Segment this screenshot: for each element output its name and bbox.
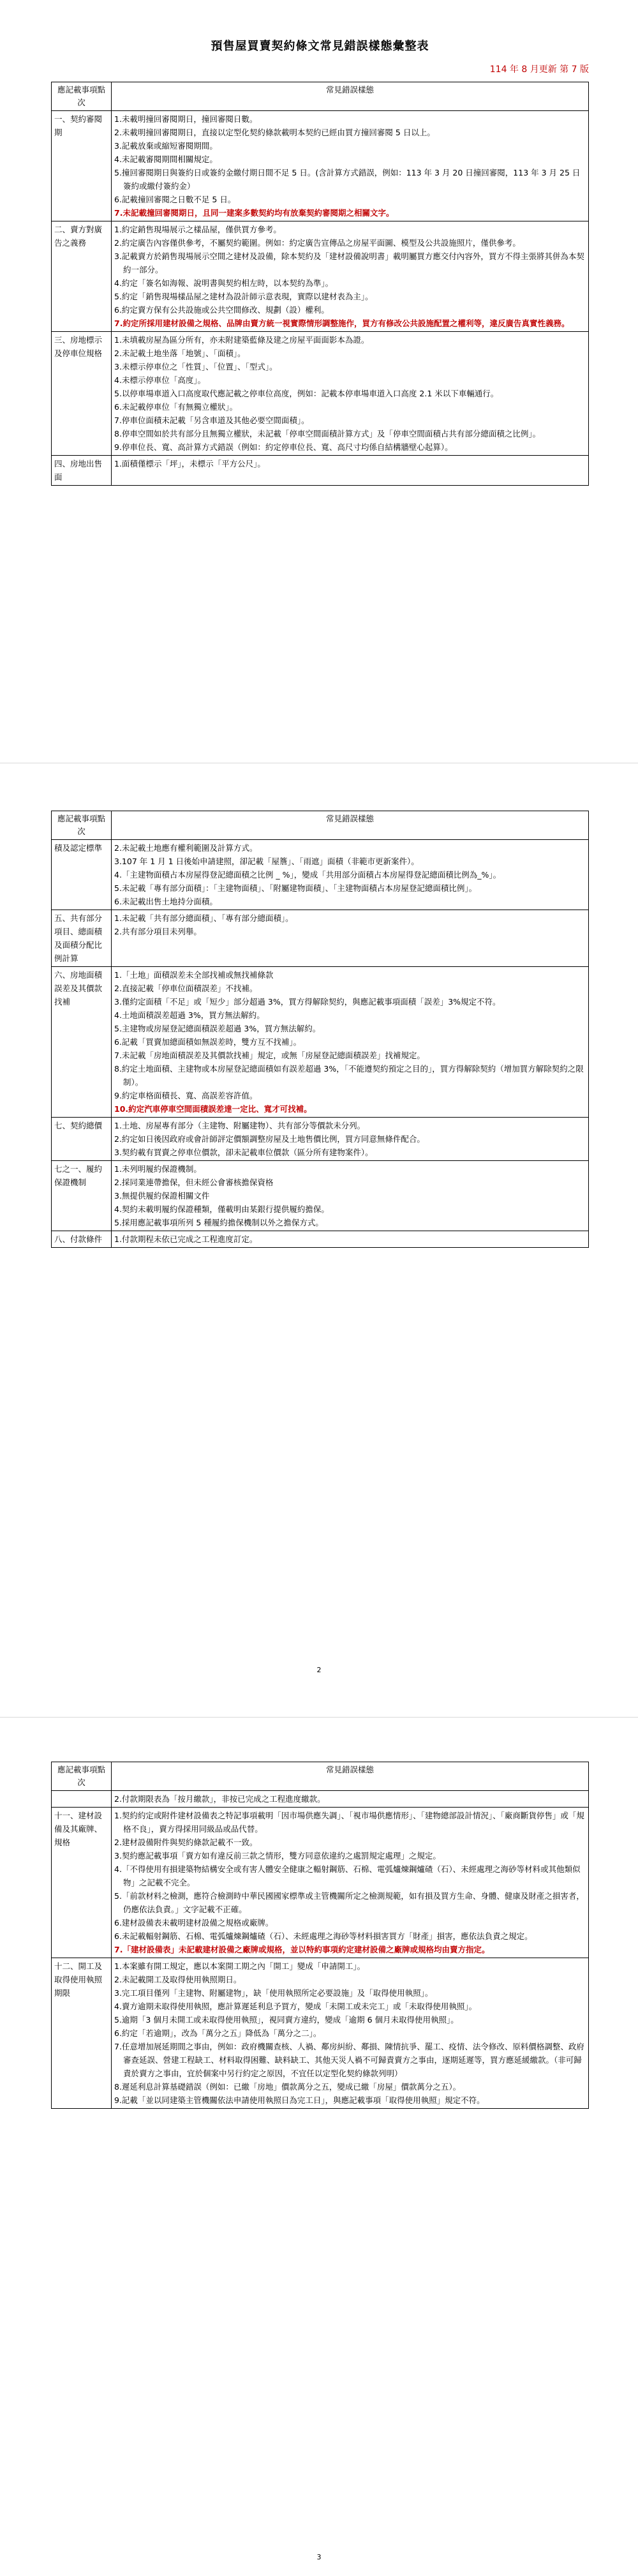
item-category	[52, 1791, 112, 1808]
table-header	[52, 811, 589, 840]
error-list	[114, 112, 586, 220]
error-item: 5.「前款材料之檢測，應符合檢測時中華民國國家標準或主管機關所定之檢測規範，如有損及買方生命、身體、健康及財產之損害者，仍應依法負責。」文字記載不正確。	[114, 1891, 584, 1914]
error-item: 1.面積僅標示「坪」，未標示「平方公尺」。	[114, 459, 265, 468]
error-pattern-cell	[112, 1791, 589, 1808]
error-item: 4.「不得使用有損建築物結構安全或有害人體安全健康之輻射鋼筋、石棉、電弧爐煉鋼爐碴（石）、未經處理之海砂等材料或其他類似物」之記載不完全。	[114, 1864, 581, 1887]
error-item: 1.未填載房屋為區分所有，亦未附建築藍條及建之房屋平面面影本為證。	[114, 335, 369, 345]
error-item: 3.完工項目僅列「主建物、附屬建物」，缺「使用執照所定必要設施」及「取得使用執照」。	[114, 1988, 433, 1998]
error-list	[114, 1119, 586, 1159]
error-pattern-cell	[112, 967, 589, 1118]
error-item: 5.未記載「專有部分面積」：「主建物面積」、「附屬建物面積」、「主建物面積占本房屋登記總面積比例」。	[114, 883, 477, 893]
error-pattern-cell	[112, 456, 589, 486]
error-list	[114, 457, 586, 470]
error-item: 6.約定「若逾期」，改為「萬分之五」降低為「萬分之二」。	[114, 2028, 322, 2038]
error-item: 6.約定賣方保有公共設施或公共空間修改、規劃（設）權利。	[114, 305, 329, 315]
table-row	[52, 910, 589, 967]
error-item: 2.付款期限表為「按月繳款」，非按已完成之工程進度繳款。	[114, 1794, 325, 1804]
error-item: 1.本案雖有開工規定，應以本案開工期之內「開工」變成「申請開工」。	[114, 1961, 366, 1971]
error-item: 3.未標示停車位之「性質」、「位置」、「型式」。	[114, 362, 278, 371]
error-item: 3.契約應記載事項「賣方如有違反前三款之情形，雙方同意依違約之處罰規定處理」之規定。	[114, 1851, 441, 1861]
page-number: 3	[316, 2553, 322, 2561]
item-category: 十一、建材設備及其廠牌、規格	[52, 1808, 112, 1958]
error-item: 1.未記載「共有部分總面積」、「專有部分總面積」。	[114, 913, 293, 923]
error-item: 2.建材設備附件與契約條款記載不一致。	[114, 1838, 258, 1847]
item-category: 十二、開工及取得使用執照期限	[52, 1958, 112, 2109]
error-pattern-cell	[112, 1808, 589, 1958]
error-item: 2.採同業連帶擔保，但未經公會審核擔保資格	[114, 1178, 274, 1187]
error-item: 1.未載明撞回審閱期日，撞回審閱日數。	[114, 114, 258, 124]
error-item: 8.停車空間如於共有部分且無獨立權狀，未記載「停車空間面積計算方式」及「停車空間面積占共有部分總面積之比例」。	[114, 429, 541, 438]
version-note: 114 年 8 月更新 第 7 版	[489, 64, 589, 75]
error-item: 4.契約未載明履約保證種類，僅載明由某銀行提供履約擔保。	[114, 1204, 329, 1214]
error-item: 2.共有部分項目未列舉。	[114, 927, 202, 936]
error-item: 1.約定銷售現場展示之樣品屋，僅供買方參考。	[114, 225, 281, 234]
highlighted-error-item: 7.約定所採用建材設備之規格、品牌由賣方統一視實際情形調整施作，買方有修改公共設施配置之權利等，違反廣告真實性義務。	[114, 318, 570, 328]
error-item: 8.遲延利息計算基礎錯誤（例如：已繳「房地」價款萬分之五，變成已繳「房屋」價款萬分之五）。	[114, 2082, 461, 2092]
table-body	[52, 840, 589, 1248]
item-category: 五、共有部分項目、總面積及面積分配比例計算	[52, 910, 112, 967]
error-pattern-cell	[112, 1118, 589, 1161]
error-item: 5.逾期「3 個月未開工或未取得使用執照」，視同賣方違約，變成「逾期 6 個月未取得使用執照」。	[114, 2015, 459, 2025]
error-item: 5.撞回審閱期日與簽約日或簽約金繳付期日間不足 5 日。(含計算方式錯誤，例如：113 年 3 月 20 日撞回審閱，113 年 3 月 25 日簽約或繳付簽約金）	[114, 168, 581, 191]
table-row	[52, 1161, 589, 1231]
highlighted-error-item: 7.未記載撞回審閱期日，且同一建案多數契約均有放棄契約審閱期之相關文字。	[114, 208, 394, 218]
table-row	[52, 1231, 589, 1248]
error-item: 8.約定土地面積、主建物或本房屋登記總面積如有誤差超過 3%，「不能遵契約預定之目的」，買方得解除契約（增加買方解除契約之限制）。	[114, 1064, 584, 1087]
error-item: 3.無提供履約保證相關文件	[114, 1191, 210, 1201]
header-item-number: 應記載事項點次	[52, 82, 112, 111]
table-header	[52, 82, 589, 111]
error-item: 1.付款期程未依已完成之工程進度訂定。	[114, 1234, 258, 1244]
error-item: 9.記載「並以同建築主管機關依法申請使用執照日為完工日」，與應記載事項「取得使用執照」規定不符。	[114, 2095, 485, 2105]
error-list	[114, 968, 586, 1116]
error-item: 2.直接記載「停車位面積誤差」不找補。	[114, 984, 258, 993]
error-item: 6.未記載停車位「有無獨立權狀」。	[114, 402, 238, 412]
error-item: 1.契約約定或附件建材設備表之特記事項載明「因市場供應失調」、「視市場供應情形」、「建物總部設計情況」、「廠商斷貨停售」或「規格不良」，賣方得採用同級品或品代替。	[114, 1811, 584, 1834]
item-category: 七、契約總價	[52, 1118, 112, 1161]
item-category: 積及認定標準	[52, 840, 112, 910]
table-row	[52, 1118, 589, 1161]
table-body	[52, 111, 589, 486]
header-item-number: 應記載事項點次	[52, 1762, 112, 1791]
error-item: 1.土地、房屋專有部分（主建物、附屬建物）、共有部分等價款未分列。	[114, 1121, 366, 1130]
error-item: 4.約定「簽名如海報、說明書與契約相左時，以本契約為準」。	[114, 278, 334, 288]
error-item: 2.未記載開工及取得使用執照期日。	[114, 1975, 242, 1984]
error-item: 2.未記載土地坐落「地號」、「面積」。	[114, 348, 246, 358]
error-item: 4.未標示停車位「高度」。	[114, 375, 206, 385]
error-pattern-cell	[112, 1231, 589, 1248]
error-item: 9.停車位長、寬、高計算方式錯誤（例如：約定停車位長、寬、高尺寸均係自結構牆壁心起算）。	[114, 442, 453, 452]
error-pattern-cell	[112, 840, 589, 910]
highlighted-error-item: 10.約定汽車停車空間面積誤差達一定比、寬才可找補。	[114, 1104, 312, 1114]
page-1	[0, 0, 638, 737]
error-item: 6.記載撞回審閱之日數不足 5 日。	[114, 195, 236, 204]
error-item: 7.停車位面積未記載「另含車道及其他必要空間面積」。	[114, 416, 309, 425]
header-error-pattern: 常見錯誤樣態	[112, 811, 589, 840]
error-item: 5.約定「銷售現場樣品屋之建材為設計師示意表現，實際以建材表為主」。	[114, 292, 373, 301]
table-row	[52, 1791, 589, 1808]
error-item: 3.僅約定面積「不足」或「短少」部分超過 3%，買方得解除契約，與應記載事項面積「誤差」3%規定不符。	[114, 997, 501, 1007]
error-item: 6.未記載出售土地持分面積。	[114, 897, 218, 906]
error-item: 6.未記載輻射鋼筋、石棉、電弧爐煉鋼爐碴（石）、未經處理之海砂等材料損害買方「財產」損害，應依法負責之規定。	[114, 1931, 533, 1941]
error-table-page-3	[51, 1762, 589, 2109]
error-list	[114, 1809, 586, 1956]
error-item: 1.未列明履約保證機制。	[114, 1164, 202, 1174]
table-row	[52, 456, 589, 486]
error-pattern-cell	[112, 221, 589, 332]
error-item: 6.記載「買賣加總面積如無誤差時，雙方互不找補」。	[114, 1037, 302, 1047]
error-item: 2.約定如日後因政府或會計師評定價額調整房屋及土地售價比例，買方同意無條件配合。	[114, 1134, 425, 1144]
table-row	[52, 332, 589, 456]
page-3	[0, 1723, 638, 2576]
document-title: 預售屋買賣契約條文常見錯誤樣態彙整表	[211, 40, 429, 53]
header-item-number: 應記載事項點次	[52, 811, 112, 840]
error-item: 5.採用應記載事項所列 5 種履約擔保機制以外之擔保方式。	[114, 1218, 323, 1227]
page-number: 2	[316, 1666, 322, 1674]
table-body	[52, 1791, 589, 2109]
error-item: 4.賣方逾期未取得使用執照，應計算遲延利息予買方，變成「未開工或未完工」或「未取得使用執照」。	[114, 2002, 477, 2011]
error-item: 2.未記載土地應有權利範圍及計算方式。	[114, 843, 258, 853]
error-list	[114, 1792, 586, 1806]
table-row	[52, 111, 589, 221]
error-item: 1.「土地」面積誤差未全部找補或無找補條款	[114, 970, 274, 980]
highlighted-error-item: 7.「建材設備表」未記載建材設備之廠牌或規格，並以特約事項約定建材設備之廠牌或規格均由賣方指定。	[114, 1945, 490, 1954]
error-pattern-cell	[112, 111, 589, 221]
error-pattern-cell	[112, 910, 589, 967]
error-list	[114, 1162, 586, 1229]
item-category: 一、契約審閱期	[52, 111, 112, 221]
error-list	[114, 223, 586, 330]
error-item: 4.土地面積誤差超過 3%，買方無法解約。	[114, 1010, 265, 1020]
error-item: 2.約定廣告內容僅供參考，不屬契約範圍。例如：約定廣告宣傳品之房屋平面圖、模型及公共設施照片，僅供參考。	[114, 238, 521, 248]
table-row	[52, 221, 589, 332]
error-item: 7.未記載「房地面積誤差及其價款找補」規定，或無「房屋登記總面積誤差」找補規定。	[114, 1051, 425, 1060]
error-item: 7.任意增加展延期間之事由，例如：政府機關查核、人禍、鄰房糾紛、鄰損、陳情抗爭、罷工、疫情、法令修改、原料價格調整、政府審查延誤、營建工程缺工、材料取得困難、缺料缺工、其他天災人禍不可歸責賣方之事由，逐期延遲等，買方應延緩繳款。（非可歸責於賣方之事由，宜於個案中另行約定之原因，不宜任以定型化契約條款列明）	[114, 2042, 584, 2078]
table-row	[52, 967, 589, 1118]
table-row	[52, 840, 589, 910]
error-item: 3.記載賣方於銷售現場展示空間之建材及設備，除本契約及「建材設備說明書」載明屬買方應交付內容外，買方不得主張將其併為本契約一部分。	[114, 251, 584, 274]
table-row	[52, 1808, 589, 1958]
item-category: 六、房地面積誤差及其價款找補	[52, 967, 112, 1118]
error-table-page-2	[51, 811, 589, 1248]
error-item: 3.契約載有買賣之停車位價款，卻未記載車位價款（區分所有建物案件）。	[114, 1148, 373, 1157]
error-list	[114, 1232, 586, 1246]
item-category: 四、房地出售面	[52, 456, 112, 486]
error-list	[114, 841, 586, 908]
header-error-pattern: 常見錯誤樣態	[112, 82, 589, 111]
page-separator	[0, 1717, 638, 1718]
item-category: 八、付款條件	[52, 1231, 112, 1248]
error-list	[114, 911, 586, 938]
table-row	[52, 1958, 589, 2109]
error-item: 5.以停車場車道入口高度取代應記載之停車位高度，例如：記載本停車場車道入口高度 2.1 米以下車輛通行。	[114, 389, 499, 398]
error-item: 4.未記載審閱期間相關規定。	[114, 154, 218, 164]
error-list	[114, 1959, 586, 2107]
page-2	[0, 766, 638, 1711]
error-list	[114, 333, 586, 454]
error-item: 9.約定車格面積長、寬、高誤差容許值。	[114, 1091, 258, 1100]
item-category: 二、賣方對廣告之義務	[52, 221, 112, 332]
error-item: 4.「主建物面積占本房屋得登記總面積之比例 _ %」，變成「共用部分面積占本房屋得登記總面積比例為_%」。	[114, 870, 501, 880]
item-category: 七之一、履約保證機制	[52, 1161, 112, 1231]
error-pattern-cell	[112, 1161, 589, 1231]
error-pattern-cell	[112, 1958, 589, 2109]
error-item: 6.建材設備表未載明建材設備之規格或廠牌。	[114, 1918, 274, 1928]
error-table-page-1	[51, 82, 589, 486]
table-header	[52, 1762, 589, 1791]
error-pattern-cell	[112, 332, 589, 456]
error-item: 5.主建物或房屋登記總面積誤差超過 3%，買方無法解約。	[114, 1024, 321, 1033]
item-category: 三、房地標示及停車位規格	[52, 332, 112, 456]
error-item: 3.記載放棄或縮短審閱期間。	[114, 141, 218, 151]
error-item: 2.未載明撞回審閱期日，直接以定型化契約條款載明本契約已經由買方撞回審閱 5 日以上。	[114, 128, 435, 137]
header-error-pattern: 常見錯誤樣態	[112, 1762, 589, 1791]
error-item: 3.107 年 1 月 1 日後始申請建照，卻記載「屋簷」、「雨遮」面積（非範市更新案件）。	[114, 857, 419, 866]
